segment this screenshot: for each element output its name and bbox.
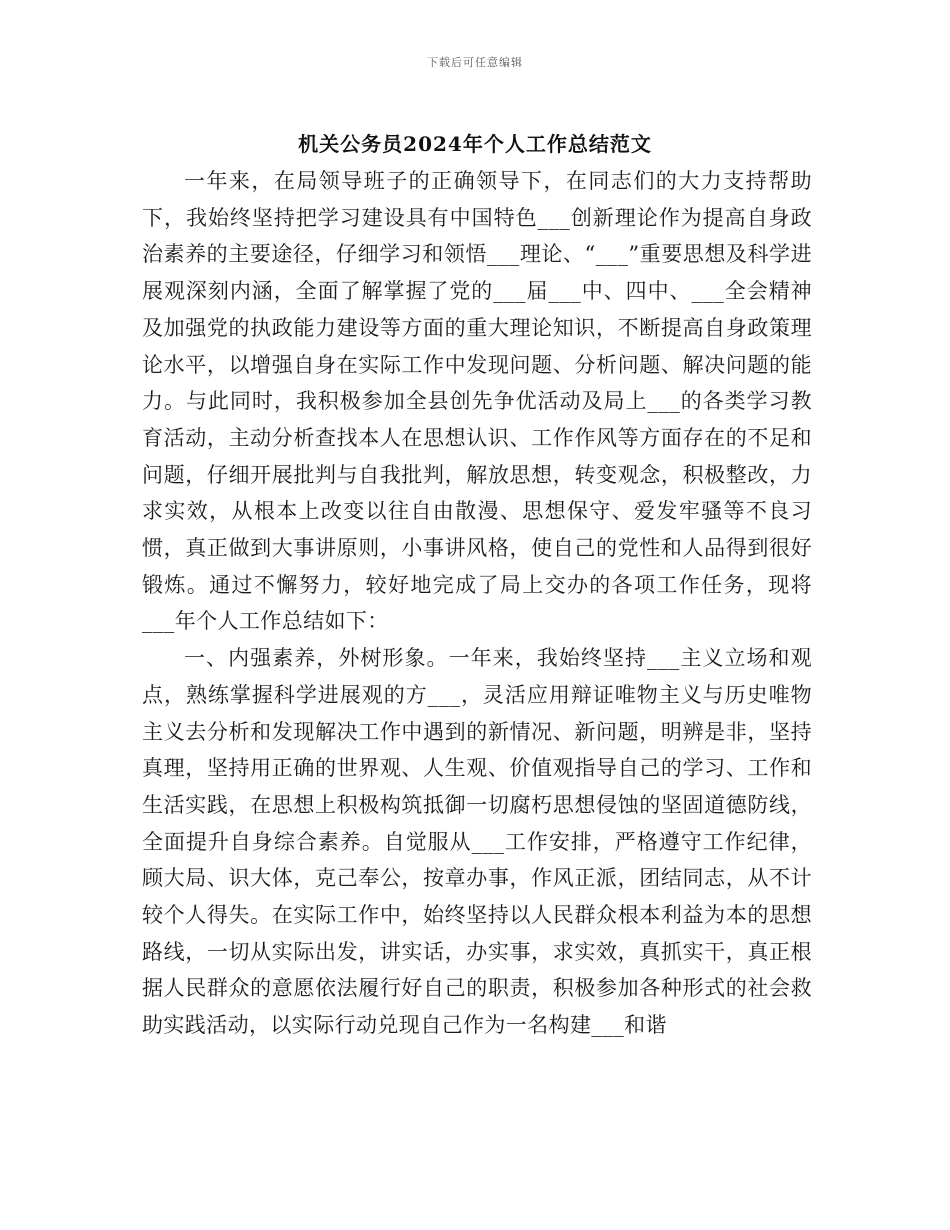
document-body <box>142 163 812 1044</box>
paragraph-section-one: 一、内强素养，外树形象。一年来，我始终坚持___主义立场和观点，熟练掌握科学进展观的方___，灵活应用辩证唯物主义与历史唯物主义去分析和发现解决工作中遇到的新情况、新问题，明辨是非，坚持真理，坚持用正确的世界观、人生观、价值观指导自己的学习、工作和生活实践，在思想上积极构筑抵御一切腐朽思想侵蚀的坚固道德防线，全面提升自身综合素养。自觉服从___工作安排，严格遵守工作纪律，顾大局、识大体，克己奉公，按章办事，作风正派，团结同志，从不计较个人得失。在实际工作中，始终坚持以人民群众根本利益为本的思想路线，一切从实际出发，讲实话，办实事，求实效，真抓实干，真正根据人民群众的意愿依法履行好自己的职责，积极参加各种形式的社会救助实践活动，以实际行动兑现自己作为一名构建___和谐 <box>142 646 812 1038</box>
paragraph-intro: 一年来，在局领导班子的正确领导下，在同志们的大力支持帮助下，我始终坚持把学习建设具有中国特色___创新理论作为提高自身政治素养的主要途径，仔细学习和领悟___理论、“___”重要思想及科学进展观深刻内涵，全面了解掌握了党的___届___中、四中、___全会精神及加强党的执政能力建设等方面的重大理论知识，不断提高自身政策理论水平，以增强自身在实际工作中发现问题、分析问题、解决问题的能力。与此同时，我积极参加全县创先争优活动及局上___的各类学习教育活动，主动分析查找本人在思想认识、工作作风等方面存在的不足和问题，仔细开展批判与自我批判，解放思想，转变观念，积极整改，力求实效，从根本上改变以往自由散漫、思想保守、爱发牢骚等不良习惯，真正做到大事讲原则，小事讲风格，使自己的党性和人品得到很好锻炼。通过不懈努力，较好地完成了局上交办的各项工作任务，现将___年个人工作总结如下： <box>142 169 812 634</box>
document-title: 机关公务员2024年个人工作总结范文 <box>298 132 652 156</box>
header-note: 下载后可任意编辑 <box>427 56 523 69</box>
